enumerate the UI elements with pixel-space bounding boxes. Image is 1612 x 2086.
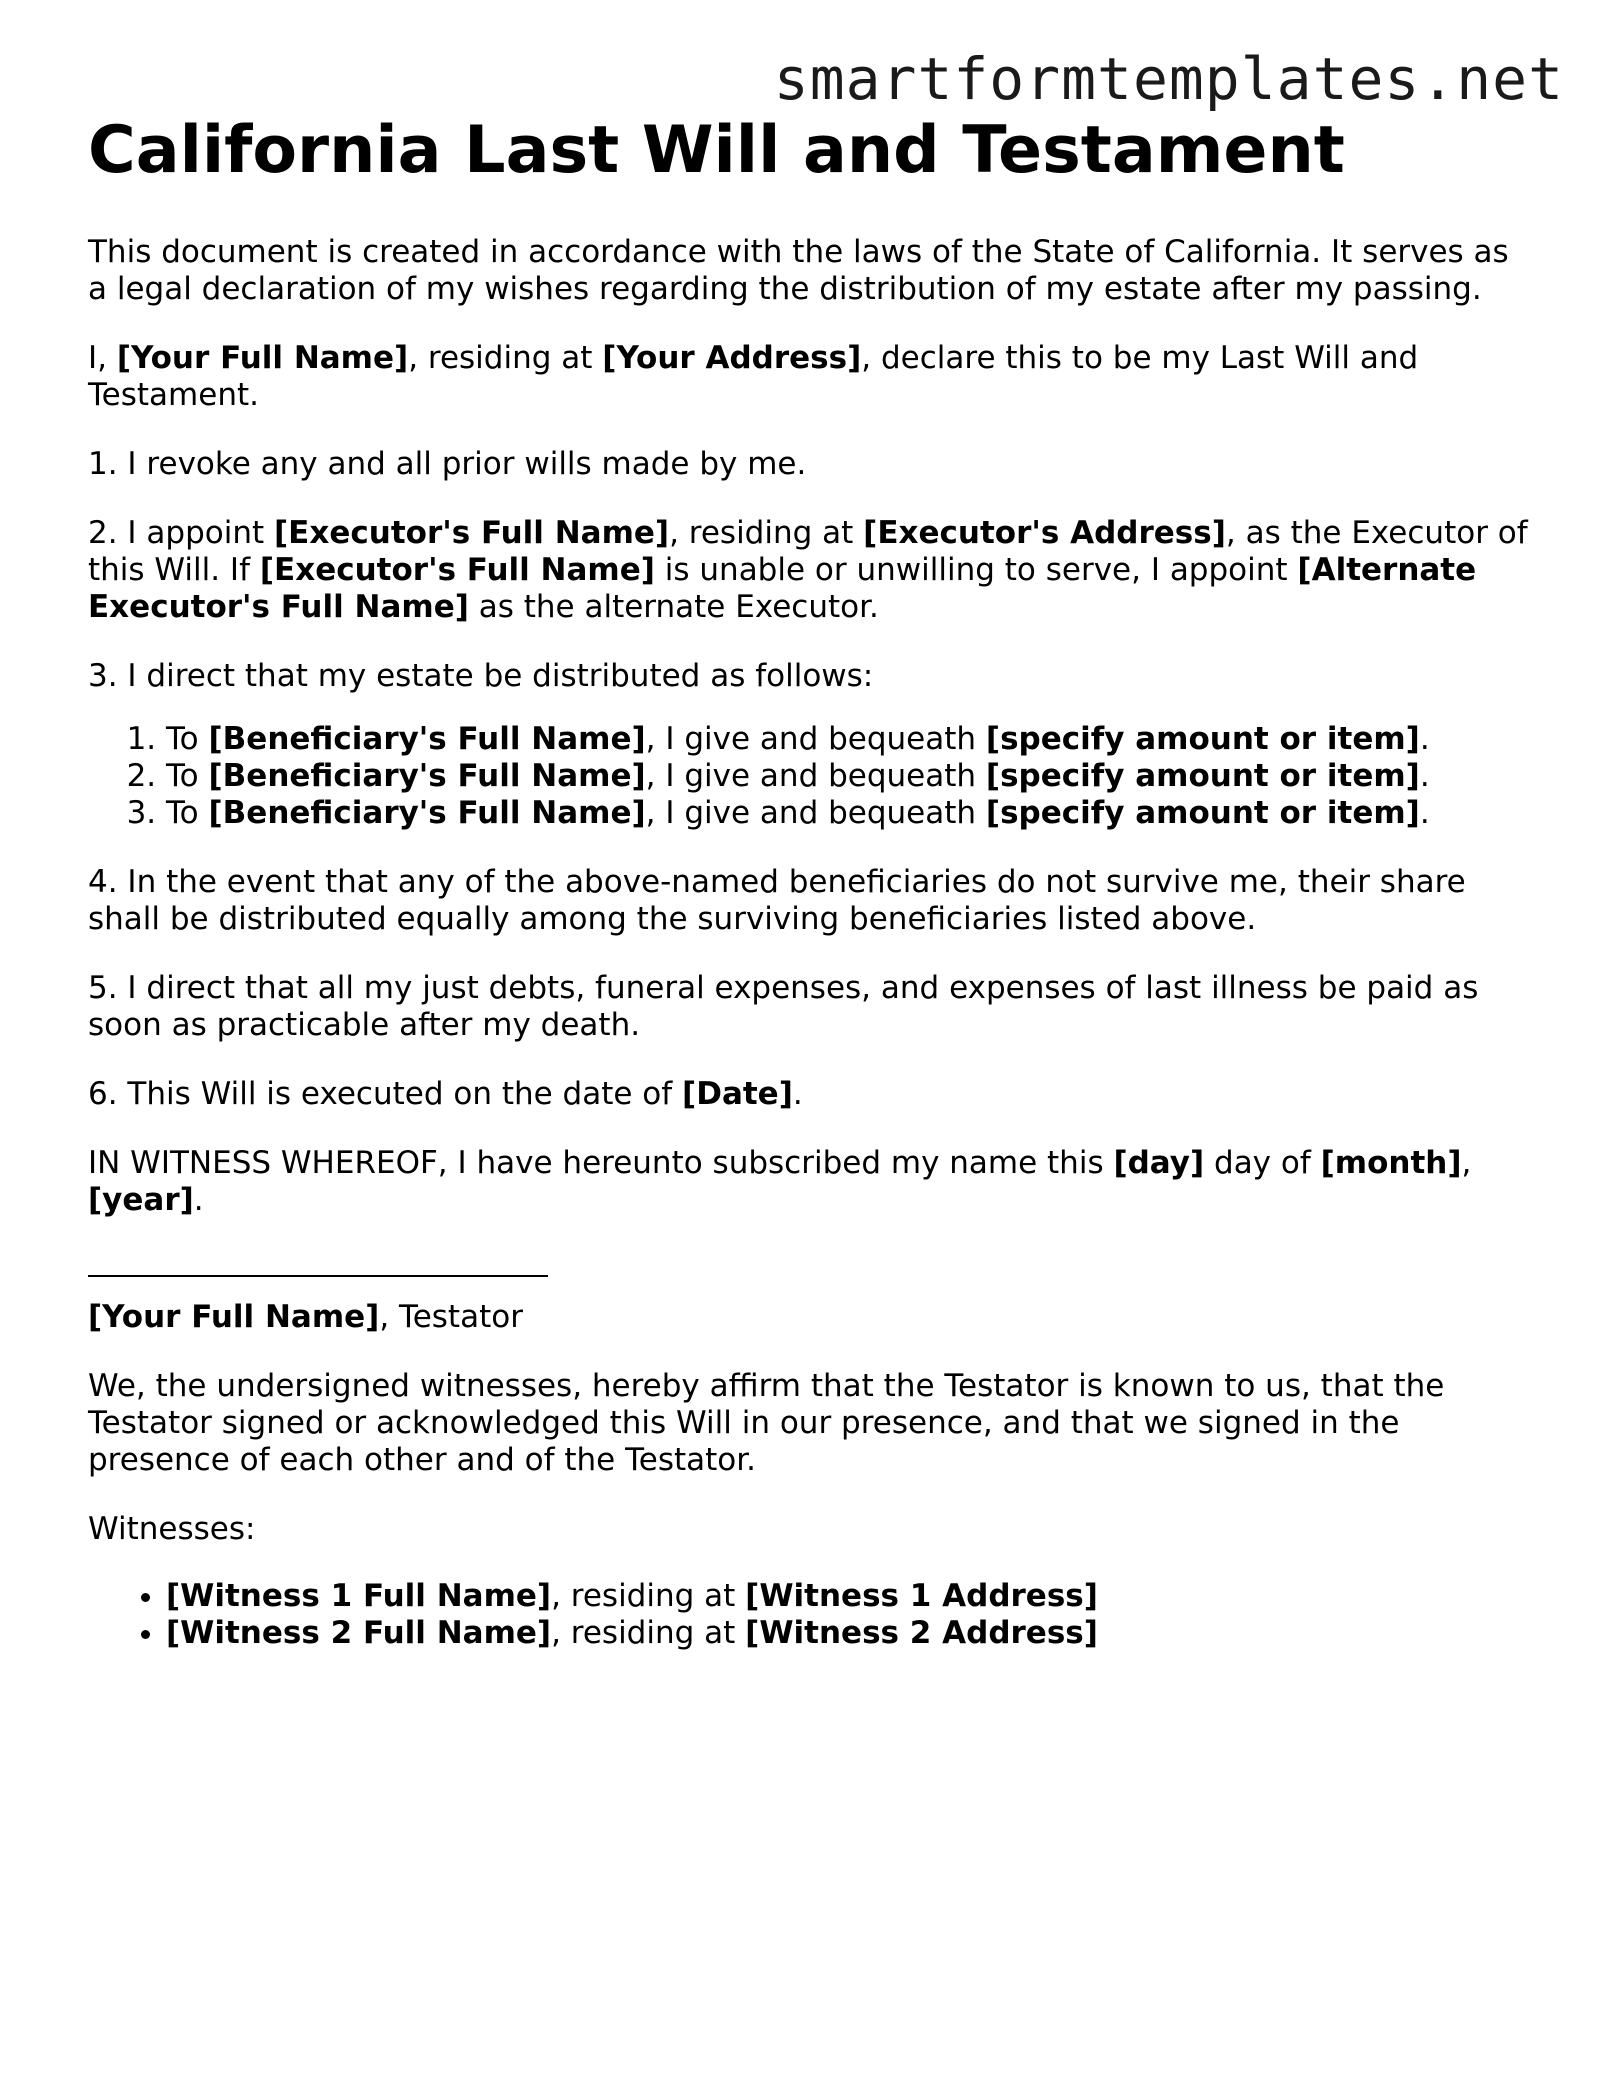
day-field: [day] [1113,1145,1205,1181]
clause-6 [88,1076,1528,1113]
list-item [166,1578,1528,1615]
beneficiary-name-field: [Beneficiary's Full Name] [208,795,646,831]
witness-address-field: [Witness 2 Address] [745,1615,1098,1651]
clause-2-text: 2. I appoint [88,515,275,551]
testator-address-field: [Your Address] [602,340,862,376]
date-field: [Date] [682,1076,793,1112]
document-body [88,112,1528,1652]
clause-2-text: is unable or unwilling to serve, I appoint [654,552,1298,588]
clause-4: 4. In the event that any of the above-named beneficiaries do not survive me, their share shall be distributed equally among the surviving beneficiaries listed above. [88,864,1466,937]
witness-text: , residing at [551,1578,746,1614]
beneficiary-text: To [166,758,209,794]
bequest-field: [specify amount or item] [985,721,1420,757]
beneficiary-name-field: [Beneficiary's Full Name] [208,758,646,794]
testator-name-field: [Your Full Name] [116,340,409,376]
declaration-prefix: I, [88,340,117,376]
witness-whereof-text: . [193,1182,204,1218]
testator-signature-line [88,1275,548,1277]
beneficiary-list [88,721,1528,832]
beneficiary-text: , I give and bequeath [645,758,986,794]
declaration-suffix: , declare this to be my Last Will and Testament. [88,340,1419,413]
executor-name-field: [Executor's Full Name] [259,552,655,588]
beneficiary-text: . [1419,758,1430,794]
bequest-field: [specify amount or item] [985,795,1420,831]
clause-2 [88,515,1528,626]
month-field: [month] [1320,1145,1462,1181]
list-item [166,795,1528,832]
beneficiary-text: , I give and bequeath [645,721,986,757]
document-title: California Last Will and Testament [88,113,1345,188]
list-item [166,758,1528,795]
witnesses-label: Witnesses: [88,1511,256,1547]
beneficiary-text: . [1419,795,1430,831]
witness-text: , residing at [551,1615,746,1651]
year-field: [year] [88,1182,194,1218]
witness-name-field: [Witness 2 Full Name] [166,1615,552,1651]
testator-name-field: [Your Full Name] [88,1299,380,1335]
clause-2-text: , as the Executor of this Will. If [88,515,1528,588]
clause-5: 5. I direct that all my just debts, funeral expenses, and expenses of last illness be paid as soon as practicable after my death. [88,970,1479,1043]
clause-2-text: , residing at [669,515,864,551]
beneficiary-text: , I give and bequeath [645,795,986,831]
beneficiary-text: . [1419,721,1430,757]
bequest-field: [specify amount or item] [985,758,1420,794]
witness-address-field: [Witness 1 Address] [745,1578,1098,1614]
list-item [166,1615,1528,1652]
executor-address-field: [Executor's Address] [863,515,1226,551]
witness-name-field: [Witness 1 Full Name] [166,1578,552,1614]
watermark: smartformtemplates.net [773,45,1564,113]
clause-3: 3. I direct that my estate be distributed as follows: [88,658,874,694]
clause-6-text: 6. This Will is executed on the date of [88,1076,683,1112]
clause-6-text: . [792,1076,803,1112]
witness-list [88,1578,1528,1652]
beneficiary-text: To [166,795,209,831]
witness-whereof-text: , [1461,1145,1472,1181]
clause-2-text: as the alternate Executor. [468,589,879,625]
attestation-paragraph: We, the undersigned witnesses, hereby affirm that the Testator is known to us, that the Testator signed or acknowledged this Will in our presence, and that we signed in the presence of each other and of the Testator. [88,1368,1445,1478]
testator-role: , Testator [379,1299,523,1335]
intro-paragraph: This document is created in accordance with the laws of the State of California. It serves as a legal declaration of my wishes regarding the distribution of my estate after my passing. [88,234,1509,307]
beneficiary-text: To [166,721,209,757]
witness-whereof-paragraph [88,1145,1528,1219]
witness-whereof-text: day of [1204,1145,1321,1181]
witness-whereof-text: IN WITNESS WHEREOF, I have hereunto subscribed my name this [88,1145,1114,1181]
alternate-executor-field: [Alternate Executor's Full Name] [88,552,1477,625]
beneficiary-name-field: [Beneficiary's Full Name] [208,721,646,757]
clause-1: 1. I revoke any and all prior wills made by me. [88,446,807,482]
executor-name-field: [Executor's Full Name] [274,515,670,551]
list-item [166,721,1528,758]
declaration-mid: , residing at [408,340,603,376]
declaration-paragraph [88,340,1528,414]
testator-signature-block [88,1299,1528,1336]
